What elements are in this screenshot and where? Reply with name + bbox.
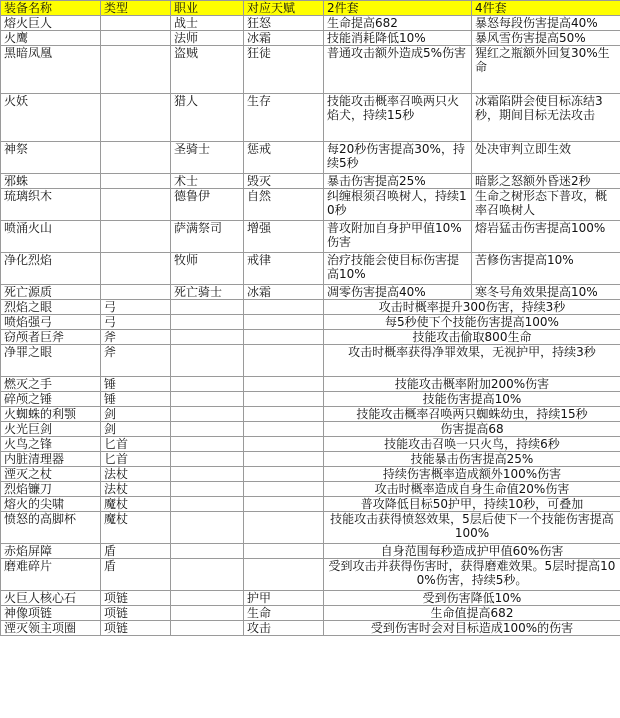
- item-type-cell: [101, 253, 171, 285]
- effect-cell: 技能攻击召唤一只火鸟，持续6秒: [324, 437, 620, 452]
- effect-cell: 受到伤害时会对目标造成100%的伤害: [324, 621, 620, 636]
- set-row: [1, 189, 620, 221]
- item-type-cell: 法杖: [101, 467, 171, 482]
- class-cell: 猎人: [171, 94, 244, 142]
- item-type-cell: [101, 221, 171, 253]
- item-name-cell: 熔火巨人: [1, 16, 101, 31]
- two-piece-cell: 普通攻击额外造成5%伤害: [324, 46, 472, 94]
- item-type-cell: 项链: [101, 606, 171, 621]
- effect-cell: 技能攻击概率附加200%伤害: [324, 377, 620, 392]
- effect-cell: 技能攻击概率召唤两只蜘蛛幼虫，持续15秒: [324, 407, 620, 422]
- effect-cell: 攻击时概率获得净罪效果，无视护甲，持续3秒: [324, 345, 620, 377]
- item-name-cell: 喷涌火山: [1, 221, 101, 253]
- item-name-cell: 神祭: [1, 142, 101, 174]
- two-piece-cell: 普攻附加自身护甲值10%伤害: [324, 221, 472, 253]
- class-cell: [171, 512, 244, 544]
- item-row: [1, 482, 620, 497]
- item-type-cell: 项链: [101, 621, 171, 636]
- item-type-cell: [101, 189, 171, 221]
- item-name-cell: 赤焰屏障: [1, 544, 101, 559]
- four-piece-cell: 熔岩猛击伤害提高100%: [472, 221, 620, 253]
- item-name-cell: 燃灭之手: [1, 377, 101, 392]
- class-cell: [171, 621, 244, 636]
- item-type-cell: 锤: [101, 377, 171, 392]
- class-cell: 术士: [171, 174, 244, 189]
- header-cell: 4件套: [472, 1, 620, 16]
- spec-cell: [244, 467, 324, 482]
- class-cell: 战士: [171, 16, 244, 31]
- class-cell: 牧师: [171, 253, 244, 285]
- four-piece-cell: 冰霜陷阱会使目标冻结3秒，期间目标无法攻击: [472, 94, 620, 142]
- spec-cell: 狂徒: [244, 46, 324, 94]
- item-name-cell: 窃颅者巨斧: [1, 330, 101, 345]
- item-row: [1, 512, 620, 544]
- spec-cell: 冰霜: [244, 31, 324, 46]
- item-row: [1, 345, 620, 377]
- item-name-cell: 碎颅之锤: [1, 392, 101, 407]
- class-cell: [171, 407, 244, 422]
- effect-cell: 自身范围每秒造成护甲值60%伤害: [324, 544, 620, 559]
- item-name-cell: 湮灭之杖: [1, 467, 101, 482]
- spec-cell: [244, 512, 324, 544]
- effect-cell: 受到伤害降低10%: [324, 591, 620, 606]
- four-piece-cell: 苦修伤害提高10%: [472, 253, 620, 285]
- item-type-cell: 剑: [101, 407, 171, 422]
- class-cell: [171, 482, 244, 497]
- set-row: [1, 46, 620, 94]
- item-name-cell: 邪蛛: [1, 174, 101, 189]
- item-row: [1, 392, 620, 407]
- item-type-cell: 匕首: [101, 437, 171, 452]
- header-cell: 类型: [101, 1, 171, 16]
- four-piece-cell: 暴风雪伤害提高50%: [472, 31, 620, 46]
- spec-cell: 攻击: [244, 621, 324, 636]
- item-row: [1, 315, 620, 330]
- header-row: [1, 1, 620, 16]
- item-type-cell: 魔杖: [101, 512, 171, 544]
- effect-cell: 攻击时概率提升300伤害，持续3秒: [324, 300, 620, 315]
- class-cell: [171, 300, 244, 315]
- item-row: [1, 621, 620, 636]
- effect-cell: 技能伤害提高10%: [324, 392, 620, 407]
- item-name-cell: 烈焰镰刀: [1, 482, 101, 497]
- item-row: [1, 559, 620, 591]
- item-type-cell: 剑: [101, 422, 171, 437]
- class-cell: [171, 437, 244, 452]
- effect-cell: 技能暴击伤害提高25%: [324, 452, 620, 467]
- effect-cell: 普攻降低目标50护甲，持续10秒，可叠加: [324, 497, 620, 512]
- class-cell: [171, 392, 244, 407]
- spec-cell: 自然: [244, 189, 324, 221]
- two-piece-cell: 治疗技能会使目标伤害提高10%: [324, 253, 472, 285]
- spec-cell: [244, 345, 324, 377]
- effect-cell: 伤害提高68: [324, 422, 620, 437]
- spec-cell: [244, 330, 324, 345]
- spec-cell: [244, 377, 324, 392]
- class-cell: [171, 467, 244, 482]
- spec-cell: 生存: [244, 94, 324, 142]
- spec-cell: 生命: [244, 606, 324, 621]
- class-cell: [171, 315, 244, 330]
- class-cell: 法师: [171, 31, 244, 46]
- spec-cell: [244, 392, 324, 407]
- item-name-cell: 火蜘蛛的利颚: [1, 407, 101, 422]
- spec-cell: [244, 437, 324, 452]
- class-cell: [171, 544, 244, 559]
- item-row: [1, 377, 620, 392]
- header-cell: 装备名称: [1, 1, 101, 16]
- item-type-cell: [101, 94, 171, 142]
- item-name-cell: 火巨人核心石: [1, 591, 101, 606]
- set-row: [1, 285, 620, 300]
- item-type-cell: [101, 16, 171, 31]
- class-cell: [171, 497, 244, 512]
- item-type-cell: 斧: [101, 330, 171, 345]
- item-type-cell: [101, 31, 171, 46]
- item-name-cell: 火妖: [1, 94, 101, 142]
- spec-cell: [244, 482, 324, 497]
- item-name-cell: 火光巨剑: [1, 422, 101, 437]
- four-piece-cell: 暴怒每段伤害提高40%: [472, 16, 620, 31]
- item-name-cell: 黑暗凤凰: [1, 46, 101, 94]
- item-name-cell: 磨难碎片: [1, 559, 101, 591]
- four-piece-cell: 生命之树形态下普攻，概率召唤树人: [472, 189, 620, 221]
- item-type-cell: 斧: [101, 345, 171, 377]
- item-name-cell: 喷焰强弓: [1, 315, 101, 330]
- spec-cell: 狂怒: [244, 16, 324, 31]
- item-name-cell: 内脏清理器: [1, 452, 101, 467]
- set-row: [1, 16, 620, 31]
- four-piece-cell: 猩红之瓶额外回复30%生命: [472, 46, 620, 94]
- item-type-cell: 项链: [101, 591, 171, 606]
- effect-cell: 技能攻击获得愤怒效果，5层后使下一个技能伤害提高100%: [324, 512, 620, 544]
- spec-cell: 增强: [244, 221, 324, 253]
- class-cell: [171, 606, 244, 621]
- class-cell: [171, 377, 244, 392]
- set-row: [1, 31, 620, 46]
- effect-cell: 攻击时概率造成自身生命值20%伤害: [324, 482, 620, 497]
- spec-cell: 毁灭: [244, 174, 324, 189]
- header-cell: 对应天赋: [244, 1, 324, 16]
- item-name-cell: 烈焰之眼: [1, 300, 101, 315]
- set-row: [1, 174, 620, 189]
- set-row: [1, 142, 620, 174]
- item-row: [1, 437, 620, 452]
- item-type-cell: [101, 285, 171, 300]
- four-piece-cell: 处决审判立即生效: [472, 142, 620, 174]
- item-row: [1, 452, 620, 467]
- item-name-cell: 净化烈焰: [1, 253, 101, 285]
- spec-cell: [244, 315, 324, 330]
- item-row: [1, 422, 620, 437]
- class-cell: 死亡骑士: [171, 285, 244, 300]
- effect-cell: 每5秒使下个技能伤害提高100%: [324, 315, 620, 330]
- item-name-cell: 琉璃织木: [1, 189, 101, 221]
- item-type-cell: [101, 142, 171, 174]
- item-type-cell: 锤: [101, 392, 171, 407]
- item-type-cell: 弓: [101, 300, 171, 315]
- item-type-cell: 弓: [101, 315, 171, 330]
- two-piece-cell: 凋零伤害提高40%: [324, 285, 472, 300]
- item-name-cell: 熔火的尖啸: [1, 497, 101, 512]
- spec-cell: [244, 300, 324, 315]
- class-cell: 德鲁伊: [171, 189, 244, 221]
- spec-cell: [244, 544, 324, 559]
- spec-cell: [244, 497, 324, 512]
- item-name-cell: 愤怒的高脚杯: [1, 512, 101, 544]
- item-row: [1, 606, 620, 621]
- class-cell: [171, 422, 244, 437]
- spec-cell: [244, 422, 324, 437]
- class-cell: [171, 330, 244, 345]
- item-name-cell: 净罪之眼: [1, 345, 101, 377]
- two-piece-cell: 技能攻击概率召唤两只火焰犬，持续15秒: [324, 94, 472, 142]
- spec-cell: 惩戒: [244, 142, 324, 174]
- item-row: [1, 544, 620, 559]
- item-name-cell: 湮灭领主项圈: [1, 621, 101, 636]
- item-type-cell: 匕首: [101, 452, 171, 467]
- class-cell: [171, 559, 244, 591]
- spec-cell: 冰霜: [244, 285, 324, 300]
- item-type-cell: 魔杖: [101, 497, 171, 512]
- class-cell: 圣骑士: [171, 142, 244, 174]
- item-name-cell: 火鹰: [1, 31, 101, 46]
- set-row: [1, 221, 620, 253]
- class-cell: [171, 345, 244, 377]
- item-row: [1, 591, 620, 606]
- item-name-cell: 神像项链: [1, 606, 101, 621]
- item-name-cell: 死亡源质: [1, 285, 101, 300]
- four-piece-cell: 暗影之怒额外昏迷2秒: [472, 174, 620, 189]
- header-cell: 2件套: [324, 1, 472, 16]
- spec-cell: [244, 452, 324, 467]
- set-row: [1, 253, 620, 285]
- spec-cell: [244, 559, 324, 591]
- item-type-cell: [101, 174, 171, 189]
- item-row: [1, 300, 620, 315]
- item-type-cell: 盾: [101, 559, 171, 591]
- set-row: [1, 94, 620, 142]
- two-piece-cell: 技能消耗降低10%: [324, 31, 472, 46]
- item-type-cell: 法杖: [101, 482, 171, 497]
- class-cell: [171, 452, 244, 467]
- spec-cell: [244, 407, 324, 422]
- item-row: [1, 330, 620, 345]
- class-cell: 盗贼: [171, 46, 244, 94]
- item-row: [1, 407, 620, 422]
- header-cell: 职业: [171, 1, 244, 16]
- effect-cell: 受到攻击并获得伤害时，获得磨难效果。5层时提高100%伤害，持续5秒。: [324, 559, 620, 591]
- spec-cell: 戒律: [244, 253, 324, 285]
- item-type-cell: 盾: [101, 544, 171, 559]
- two-piece-cell: 生命提高682: [324, 16, 472, 31]
- two-piece-cell: 每20秒伤害提高30%，持续5秒: [324, 142, 472, 174]
- class-cell: [171, 591, 244, 606]
- effect-cell: 持续伤害概率造成额外100%伤害: [324, 467, 620, 482]
- item-row: [1, 497, 620, 512]
- two-piece-cell: 纠缠根须召唤树人，持续10秒: [324, 189, 472, 221]
- item-row: [1, 467, 620, 482]
- four-piece-cell: 寒冬号角效果提高10%: [472, 285, 620, 300]
- table-body: [1, 16, 620, 636]
- class-cell: 萨满祭司: [171, 221, 244, 253]
- effect-cell: 生命值提高682: [324, 606, 620, 621]
- spec-cell: 护甲: [244, 591, 324, 606]
- item-type-cell: [101, 46, 171, 94]
- two-piece-cell: 暴击伤害提高25%: [324, 174, 472, 189]
- item-name-cell: 火鸟之锋: [1, 437, 101, 452]
- effect-cell: 技能攻击偷取800生命: [324, 330, 620, 345]
